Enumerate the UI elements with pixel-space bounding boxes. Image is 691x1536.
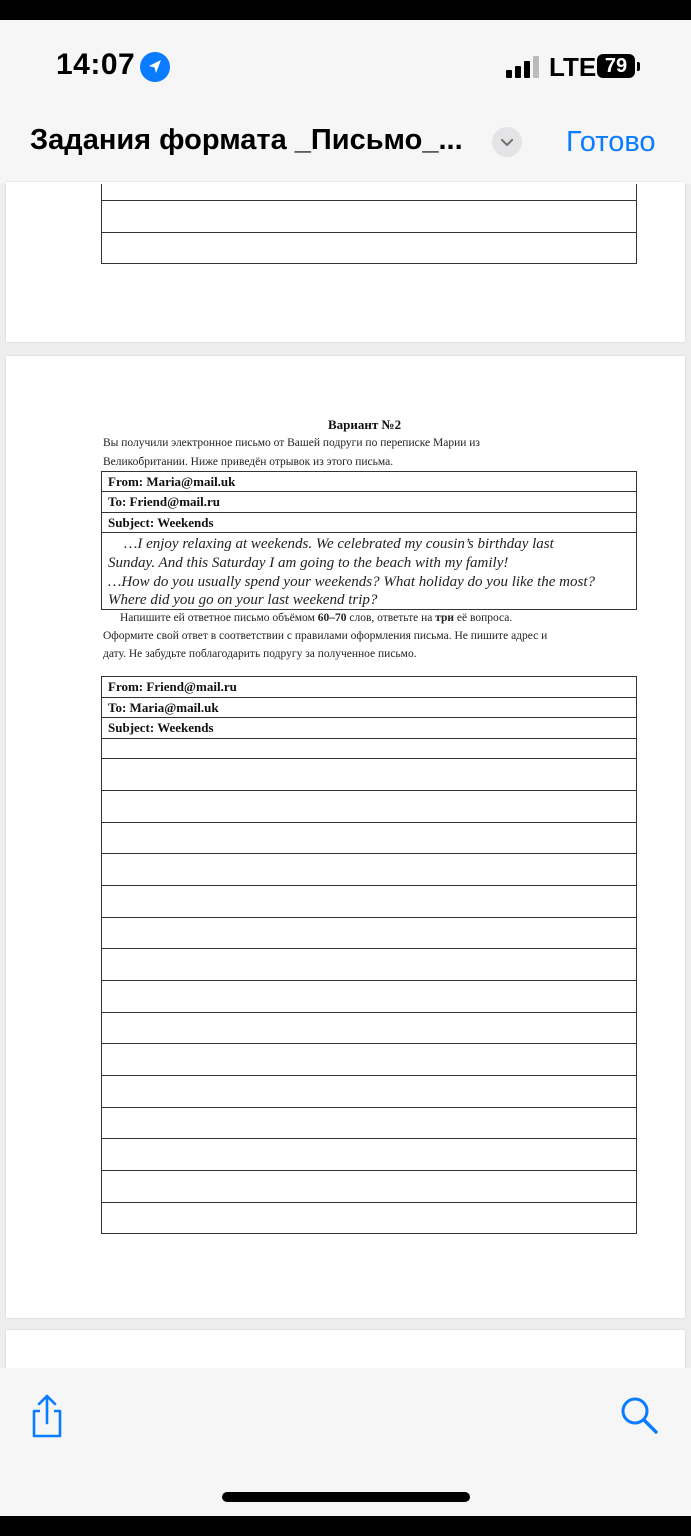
- email-body-line: …I enjoy relaxing at weekends. We celebrated my cousin’s birthday last: [124, 536, 554, 552]
- answer-line: [101, 822, 637, 823]
- table-border: [101, 184, 102, 264]
- table-border: [636, 471, 637, 610]
- answer-line: [101, 1107, 637, 1108]
- answer-line: [101, 980, 637, 981]
- email-body-line: Where did you go on your last weekend trip?: [108, 592, 378, 608]
- answer-line: [101, 853, 637, 854]
- answer-line: [101, 200, 637, 201]
- email-body-line: …How do you usually spend your weekends? What holiday do you like the most?: [108, 574, 596, 590]
- table-border: [101, 676, 102, 1234]
- battery-icon: 79: [597, 54, 635, 78]
- table-border: [636, 676, 637, 1234]
- table-border: [101, 676, 637, 677]
- table-border: [101, 471, 637, 472]
- answer-line: [101, 790, 637, 791]
- status-time: 14:07: [56, 48, 136, 81]
- instructions-line: дату. Не забудьте поблагодарить подругу за полученное письмо.: [103, 648, 417, 660]
- instructions-text: её вопроса.: [454, 612, 513, 624]
- table-border: [101, 512, 637, 513]
- question-count: три: [435, 612, 455, 624]
- table-border: [101, 491, 637, 492]
- table-border: [101, 697, 637, 698]
- answer-line: [101, 1012, 637, 1013]
- search-icon: [616, 1392, 662, 1438]
- table-border: [101, 532, 637, 533]
- table-border: [101, 471, 102, 610]
- intro-text: Великобритании. Ниже приведён отрывок из этого письма.: [103, 456, 394, 468]
- email-from: From: Maria@mail.uk: [108, 474, 236, 489]
- reply-from: From: Friend@mail.ru: [108, 679, 237, 694]
- reply-to: To: Maria@mail.uk: [108, 700, 219, 715]
- battery-tip: [637, 62, 640, 71]
- screen-top-edge: [0, 0, 691, 20]
- answer-line: [101, 1043, 637, 1044]
- answer-line: [101, 1075, 637, 1076]
- instructions-line: Оформите свой ответ в соответствии с правилами оформления письма. Не пишите адрес и: [103, 630, 548, 642]
- screen-bottom-edge: [0, 1516, 691, 1536]
- reply-subject: Subject: Weekends: [108, 720, 214, 735]
- home-indicator[interactable]: [222, 1492, 470, 1502]
- location-arrow-icon: [140, 52, 170, 82]
- table-border: [636, 184, 637, 264]
- answer-line: [101, 1233, 637, 1234]
- answer-line: [101, 1170, 637, 1171]
- instructions-line: [120, 612, 512, 624]
- chevron-down-icon[interactable]: [492, 127, 522, 157]
- table-border: [101, 717, 637, 718]
- answer-line: [101, 1138, 637, 1139]
- email-to: To: Friend@mail.ru: [108, 494, 221, 509]
- instructions-text: Напишите ей ответное письмо объёмом: [120, 612, 318, 624]
- answer-line: [101, 263, 637, 264]
- search-button[interactable]: [616, 1392, 662, 1438]
- word-count: 60–70: [317, 612, 347, 624]
- document-title[interactable]: Задания формата _Письмо_...: [30, 124, 463, 156]
- table-border: [101, 738, 637, 739]
- cellular-signal-icon: [506, 56, 540, 78]
- share-icon: [24, 1392, 70, 1440]
- intro-text: Вы получили электронное письмо от Вашей подруги по переписке Марии из: [103, 437, 480, 449]
- instructions-text: слов, ответьте на: [346, 612, 436, 624]
- document-page-previous: [6, 182, 685, 342]
- answer-line: [101, 232, 637, 233]
- answer-line: [101, 885, 637, 886]
- email-body-line: Sunday. And this Saturday I am going to the beach with my family!: [108, 555, 509, 571]
- email-subject: Subject: Weekends: [108, 515, 214, 530]
- answer-line: [101, 758, 637, 759]
- variant-title: Вариант №2: [328, 417, 402, 432]
- answer-line: [101, 1202, 637, 1203]
- done-button[interactable]: Готово: [566, 126, 656, 158]
- answer-line: [101, 948, 637, 949]
- table-border: [101, 609, 637, 610]
- answer-line: [101, 917, 637, 918]
- share-button[interactable]: [24, 1392, 70, 1440]
- network-type: LTE: [549, 52, 597, 82]
